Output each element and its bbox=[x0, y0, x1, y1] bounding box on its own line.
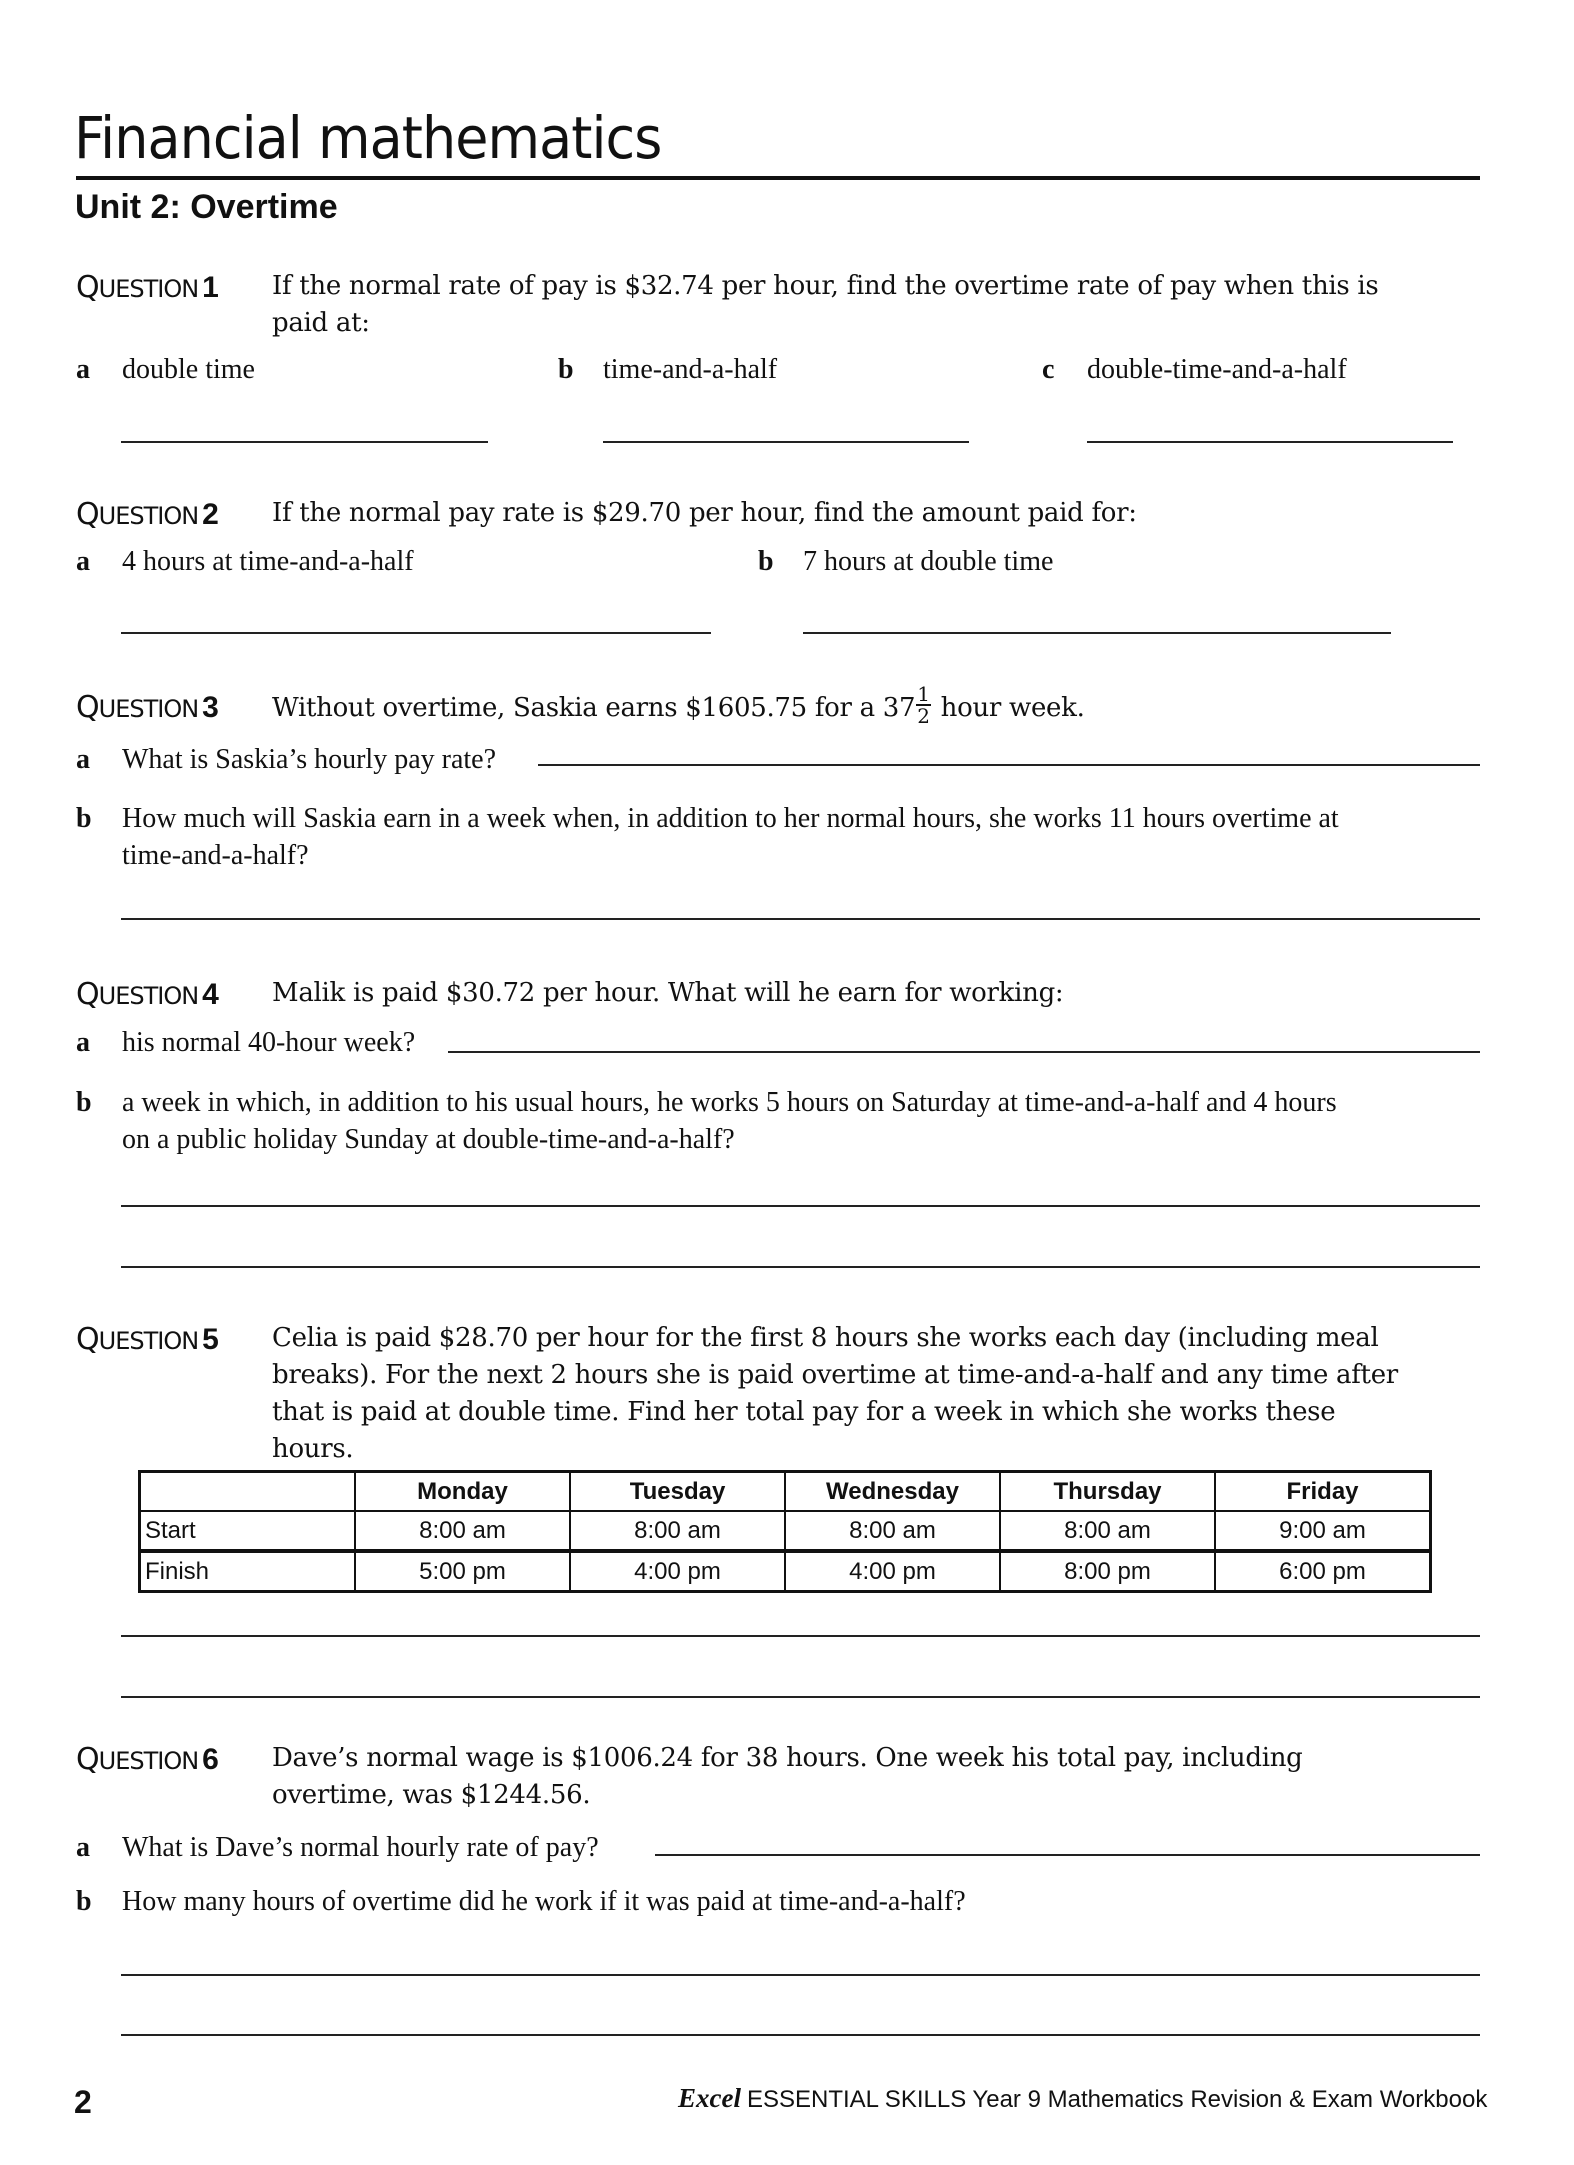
question-5-text bbox=[272, 1320, 1472, 1468]
part-text: What is Dave’s normal hourly rate of pay? bbox=[122, 1832, 599, 1863]
brand-logo-text: Excel bbox=[678, 2083, 741, 2113]
answer-line-2a[interactable] bbox=[121, 632, 711, 634]
question-text-line: paid at: bbox=[272, 308, 370, 338]
question-4-text bbox=[272, 975, 1472, 1012]
part-text: his normal 40-hour week? bbox=[122, 1027, 416, 1058]
question-word-initial: Q bbox=[76, 1322, 99, 1357]
part-text-multiline bbox=[122, 800, 1339, 874]
question-number: 5 bbox=[202, 1323, 219, 1356]
part-text: What is Saskia’s hourly pay rate? bbox=[122, 744, 497, 775]
book-title: ESSENTIAL SKILLS Year 9 Mathematics Revision & Exam Workbook bbox=[746, 2086, 1488, 2113]
part-label-b: b bbox=[76, 803, 92, 834]
question-word-initial: Q bbox=[76, 497, 99, 532]
answer-line-1a[interactable] bbox=[121, 441, 488, 443]
part-text: How many hours of overtime did he work if it was paid at time-and-a-half? bbox=[122, 1886, 966, 1917]
unit-heading: Unit 2: Overtime bbox=[75, 188, 338, 226]
question-number: 2 bbox=[202, 498, 219, 531]
question-1-label bbox=[76, 270, 219, 305]
title-rule bbox=[76, 176, 1480, 180]
row-label: Finish bbox=[140, 1551, 356, 1592]
part-text-line: a week in which, in addition to his usual hours, he works 5 hours on Saturday at time-and-a-half and 4 hours bbox=[122, 1087, 1337, 1118]
question-text-line: hours. bbox=[272, 1434, 354, 1464]
table-cell: 4:00 pm bbox=[785, 1551, 1000, 1592]
answer-line-6b-1[interactable] bbox=[121, 1974, 1480, 1976]
part-text-multiline bbox=[122, 1084, 1337, 1158]
part-label-a: a bbox=[76, 546, 90, 577]
part-label-b: b bbox=[76, 1886, 92, 1917]
part-text: double-time-and-a-half bbox=[1087, 354, 1347, 385]
table-cell: 4:00 pm bbox=[570, 1551, 785, 1592]
footer-book-title bbox=[678, 2083, 1488, 2114]
answer-line-5-2[interactable] bbox=[121, 1696, 1480, 1698]
row-label: Start bbox=[140, 1511, 356, 1551]
table-header-cell: Monday bbox=[355, 1472, 570, 1512]
question-3-text bbox=[272, 682, 1472, 730]
question-word-rest: UESTION bbox=[98, 695, 199, 723]
question-word-rest: UESTION bbox=[98, 1747, 199, 1775]
table-row bbox=[140, 1511, 1431, 1551]
table-header-cell: Friday bbox=[1215, 1472, 1431, 1512]
question-2-label bbox=[76, 497, 219, 532]
table-cell: 9:00 am bbox=[1215, 1511, 1431, 1551]
answer-line-5-1[interactable] bbox=[121, 1635, 1480, 1637]
answer-line-1b[interactable] bbox=[603, 441, 969, 443]
question-word-initial: Q bbox=[76, 977, 99, 1012]
question-word-initial: Q bbox=[76, 1742, 99, 1777]
fraction-denominator: 2 bbox=[917, 704, 930, 728]
answer-line-2b[interactable] bbox=[803, 632, 1391, 634]
part-label-a: a bbox=[76, 1832, 90, 1863]
question-5-label bbox=[76, 1322, 219, 1357]
part-text: time-and-a-half bbox=[603, 354, 778, 385]
part-text-line: How much will Saskia earn in a week when, in addition to her normal hours, she works 11 hours overtime at bbox=[122, 803, 1339, 834]
part-text: 7 hours at double time bbox=[803, 546, 1054, 577]
question-number: 6 bbox=[202, 1743, 219, 1776]
table-header-cell: Wednesday bbox=[785, 1472, 1000, 1512]
table-header-row bbox=[140, 1472, 1431, 1512]
part-text: double time bbox=[122, 354, 255, 385]
page-title: Financial mathematics bbox=[74, 104, 662, 172]
part-label-a: a bbox=[76, 1027, 90, 1058]
part-text-line: time-and-a-half? bbox=[122, 840, 309, 871]
question-number: 3 bbox=[202, 691, 219, 724]
question-word-initial: Q bbox=[76, 270, 99, 305]
question-6-text bbox=[272, 1740, 1472, 1814]
part-text: 4 hours at time-and-a-half bbox=[122, 546, 414, 577]
part-text-line: on a public holiday Sunday at double-time-and-a-half? bbox=[122, 1124, 735, 1155]
question-2-text bbox=[272, 495, 1472, 532]
table-header-cell: Thursday bbox=[1000, 1472, 1215, 1512]
answer-line-1c[interactable] bbox=[1087, 441, 1453, 443]
question-text-line: If the normal pay rate is $29.70 per hour, find the amount paid for: bbox=[272, 498, 1137, 528]
page-number: 2 bbox=[74, 2084, 92, 2120]
part-label-b: b bbox=[758, 546, 774, 577]
question-word-initial: Q bbox=[76, 690, 99, 725]
work-hours-table bbox=[138, 1470, 1432, 1593]
question-3-label bbox=[76, 690, 219, 725]
question-text: hour week. bbox=[932, 693, 1085, 723]
part-label-a: a bbox=[76, 744, 90, 775]
table-cell: 8:00 am bbox=[570, 1511, 785, 1551]
answer-line-6b-2[interactable] bbox=[121, 2034, 1480, 2036]
fraction-one-half bbox=[916, 684, 930, 726]
answer-line-3a[interactable] bbox=[538, 764, 1480, 766]
part-label-c: c bbox=[1042, 354, 1055, 385]
question-text-line: Malik is paid $30.72 per hour. What will he earn for working: bbox=[272, 978, 1064, 1008]
part-label-b: b bbox=[76, 1087, 92, 1118]
question-text-line: Dave’s normal wage is $1006.24 for 38 hours. One week his total pay, including bbox=[272, 1743, 1303, 1773]
question-number: 1 bbox=[202, 271, 219, 304]
question-word-rest: UESTION bbox=[98, 1327, 199, 1355]
question-6-label bbox=[76, 1742, 219, 1777]
question-number: 4 bbox=[202, 978, 219, 1011]
table-row bbox=[140, 1551, 1431, 1592]
table-cell: 8:00 am bbox=[1000, 1511, 1215, 1551]
question-word-rest: UESTION bbox=[98, 502, 199, 530]
table-header-cell: Tuesday bbox=[570, 1472, 785, 1512]
answer-line-4b-1[interactable] bbox=[121, 1205, 1480, 1207]
question-word-rest: UESTION bbox=[98, 982, 199, 1010]
question-1-text bbox=[272, 268, 1472, 342]
question-text-line: Celia is paid $28.70 per hour for the first 8 hours she works each day (including meal bbox=[272, 1323, 1379, 1353]
question-4-label bbox=[76, 977, 219, 1012]
answer-line-4b-2[interactable] bbox=[121, 1266, 1480, 1268]
question-text: Without overtime, Saskia earns $1605.75 for a 37 bbox=[272, 693, 916, 723]
answer-line-6a[interactable] bbox=[655, 1854, 1480, 1856]
question-word-rest: UESTION bbox=[98, 275, 199, 303]
question-text-line: that is paid at double time. Find her total pay for a week in which she works these bbox=[272, 1397, 1336, 1427]
table-cell: 6:00 pm bbox=[1215, 1551, 1431, 1592]
question-text-line: If the normal rate of pay is $32.74 per hour, find the overtime rate of pay when this is bbox=[272, 271, 1379, 301]
table-cell: 8:00 am bbox=[785, 1511, 1000, 1551]
table-header-cell bbox=[140, 1472, 356, 1512]
fraction-numerator: 1 bbox=[917, 682, 930, 706]
table-cell: 8:00 pm bbox=[1000, 1551, 1215, 1592]
table-cell: 8:00 am bbox=[355, 1511, 570, 1551]
question-text-line: breaks). For the next 2 hours she is paid overtime at time-and-a-half and any time after bbox=[272, 1360, 1398, 1390]
part-label-a: a bbox=[76, 354, 90, 385]
question-text-line: overtime, was $1244.56. bbox=[272, 1780, 591, 1810]
answer-line-3b[interactable] bbox=[121, 918, 1480, 920]
part-label-b: b bbox=[558, 354, 574, 385]
answer-line-4a[interactable] bbox=[448, 1051, 1480, 1053]
table-cell: 5:00 pm bbox=[355, 1551, 570, 1592]
